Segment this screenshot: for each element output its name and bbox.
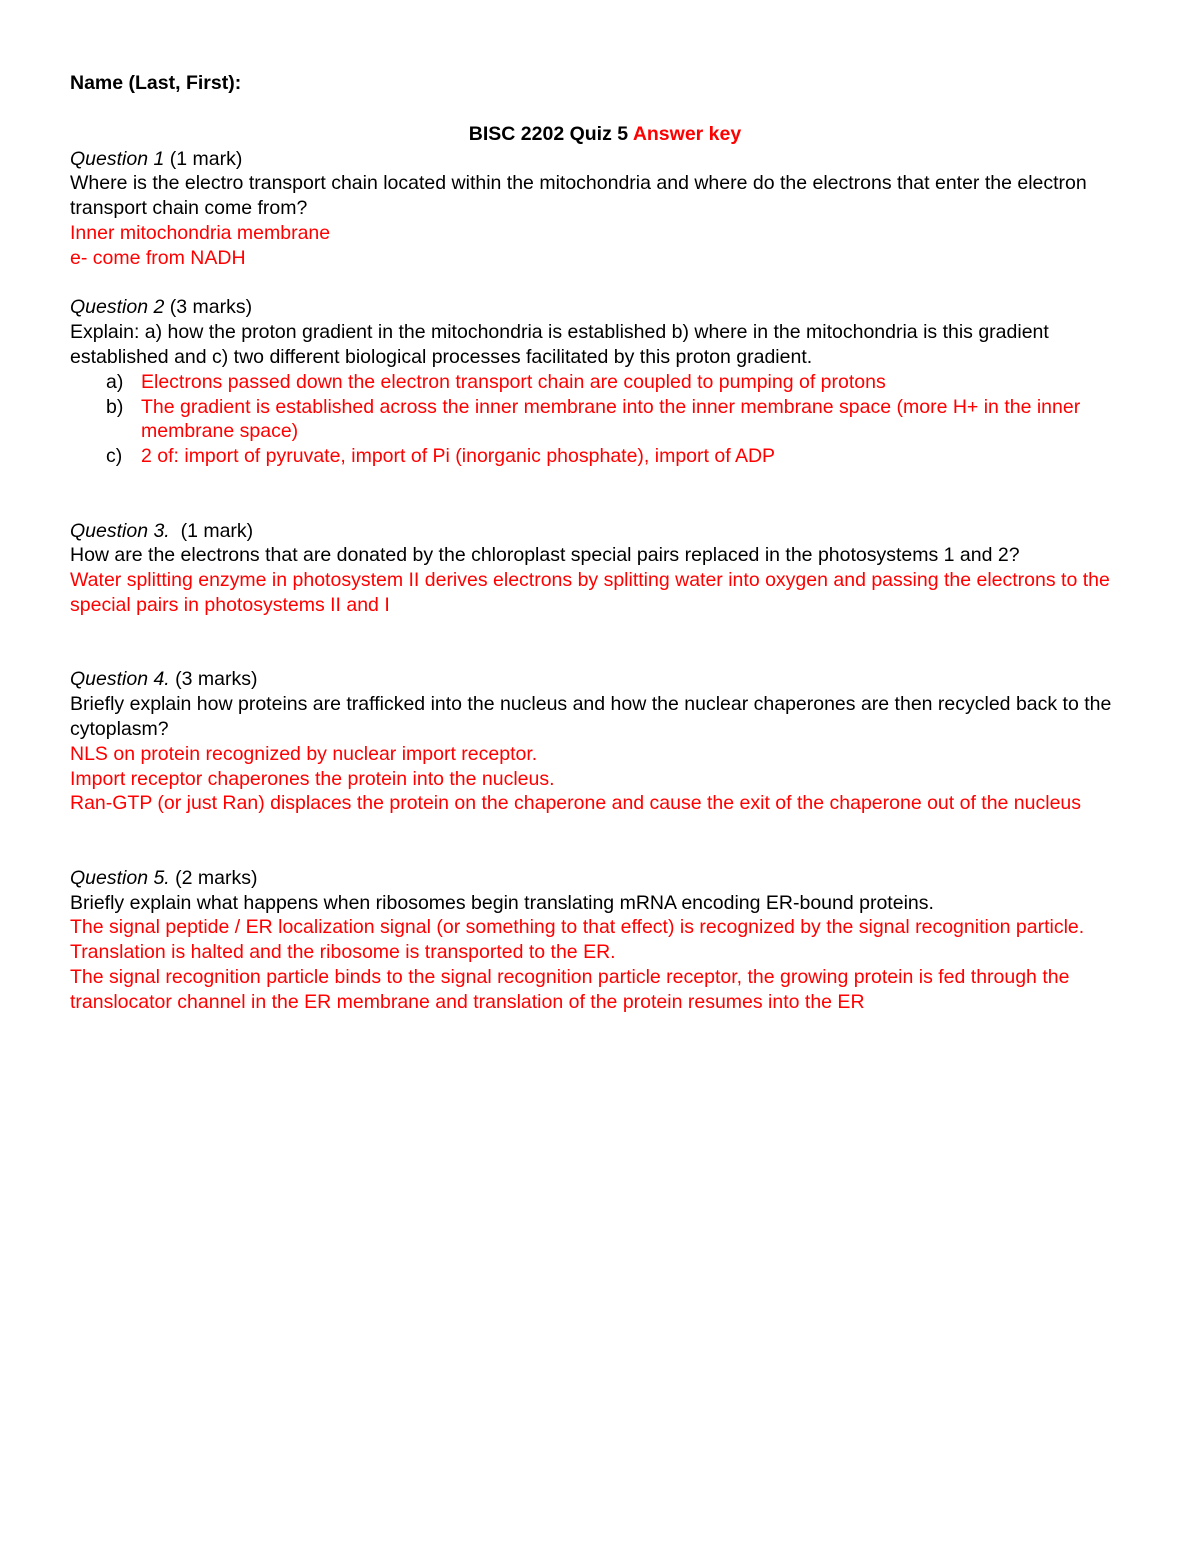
question-4-answer-1: NLS on protein recognized by nuclear import receptor. [70, 742, 538, 765]
answer-a-text: Electrons passed down the electron transport chain are coupled to pumping of protons [141, 370, 886, 393]
question-5 [70, 866, 1140, 1015]
answer-b-marker: b) [106, 395, 124, 418]
question-1 [70, 147, 1140, 271]
question-1-text: Where is the electro transport chain located within the mitochondria and where do the electrons that enter the electron transport chain come from? [70, 172, 1087, 220]
title-answer-key: Answer key [632, 122, 742, 145]
question-1-heading [70, 147, 1140, 172]
question-1-answer-1: Inner mitochondria membrane [70, 221, 331, 244]
document-title [70, 122, 1140, 147]
answer-a-marker: a) [106, 370, 124, 393]
question-4-label: Question 4. [70, 668, 170, 691]
question-4-marks: (3 marks) [175, 668, 258, 691]
question-3-label: Question 3. [70, 519, 170, 542]
question-5-answer-2: Translation is halted and the ribosome is transported to the ER. [70, 941, 616, 964]
name-field-label: Name (Last, First): [70, 72, 242, 94]
question-1-marks: (1 mark) [169, 147, 243, 170]
question-2-answer-list [70, 370, 1140, 469]
question-4-answer-2: Import receptor chaperones the protein into the nucleus. [70, 767, 555, 790]
question-5-text: Briefly explain what happens when ribosomes begin translating mRNA encoding ER-bound proteins. [70, 891, 934, 914]
question-2-text: Explain: a) how the proton gradient in the mitochondria is established b) where in the mitochondria is this gradient established and c) two different biological processes facilitated by this proton gradient. [70, 321, 1049, 368]
question-5-answer-1: The signal peptide / ER localization signal (or something to that effect) is recognized by the signal recognition particle. [70, 916, 1085, 939]
question-2-answer-c [70, 444, 1140, 469]
answer-b-text: The gradient is established across the inner membrane into the inner membrane space (more H+ in the inner membrane space) [141, 395, 1081, 443]
question-2-heading [70, 295, 1140, 320]
title-course: BISC 2202 Quiz 5 [468, 122, 629, 145]
question-3-heading [70, 519, 1140, 544]
question-2-answer-a [70, 370, 1140, 395]
question-5-answer-3: The signal recognition particle binds to the signal recognition particle receptor, the growing protein is fed through the translocator channel in the ER membrane and translation of the protein resumes into the ER [70, 965, 1070, 1013]
question-3-marks: (1 mark) [180, 519, 254, 542]
question-5-label: Question 5. [70, 866, 170, 889]
question-2-marks: (3 marks) [169, 296, 253, 319]
document-page [70, 71, 1140, 1014]
question-3 [70, 519, 1140, 618]
question-1-answer-2: e- come from NADH [70, 246, 246, 269]
question-4-answer-3: Ran-GTP (or just Ran) displaces the protein on the chaperone and cause the exit of the chaperone out of the nucleus [70, 792, 1082, 815]
question-4-text: Briefly explain how proteins are trafficked into the nucleus and how the nuclear chaperones are then recycled back to the cytoplasm? [70, 693, 1112, 740]
question-2 [70, 295, 1140, 469]
question-5-marks: (2 marks) [175, 866, 258, 889]
question-3-text: How are the electrons that are donated by the chloroplast special pairs replaced in the photosystems 1 and 2? [70, 544, 1020, 567]
question-2-answer-b [70, 395, 1140, 445]
question-4 [70, 667, 1140, 816]
answer-c-text: 2 of: import of pyruvate, import of Pi (inorganic phosphate), import of ADP [141, 445, 776, 468]
question-4-heading [70, 667, 1140, 692]
question-3-answer-1: Water splitting enzyme in photosystem II derives electrons by splitting water into oxygen and passing the electrons to the special pairs in photosystems II and I [70, 569, 1110, 616]
answer-c-marker: c) [106, 445, 123, 468]
question-2-label: Question 2 [70, 296, 165, 319]
question-5-heading [70, 866, 1140, 891]
question-1-label: Question 1 [70, 147, 165, 170]
